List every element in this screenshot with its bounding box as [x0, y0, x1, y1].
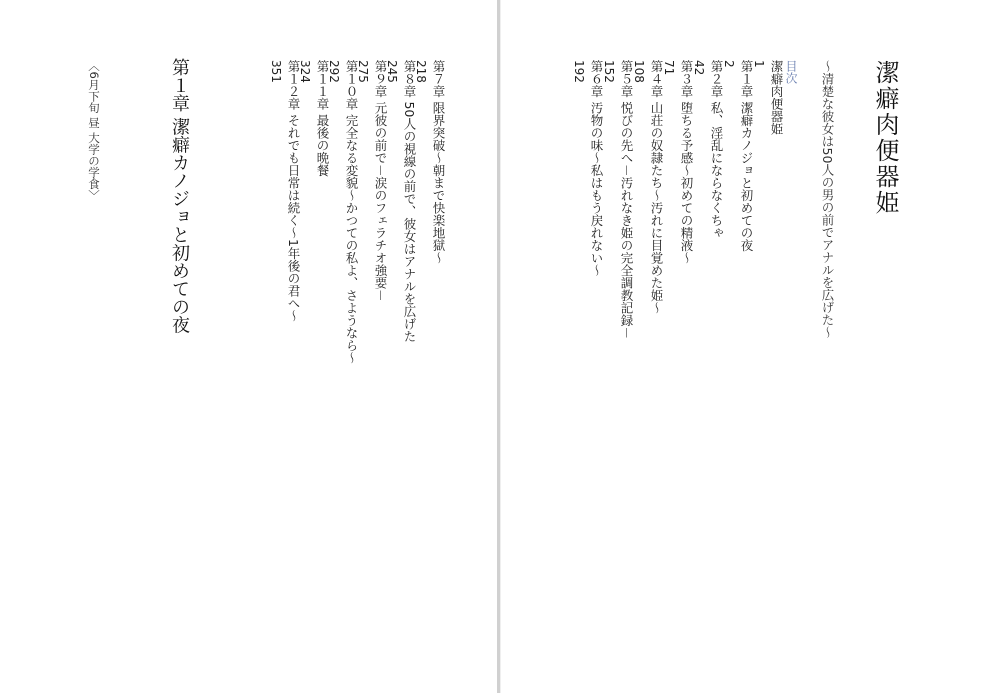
toc-entry-label: 第９章 元彼の前で－涙のフェラチオ強要－: [373, 60, 388, 302]
scene-heading: 〈6月下旬 昼 大学の学食〉: [87, 60, 101, 202]
toc-entry-label: 第５章 悦びの先へ－汚れなき姫の完全調教記録－: [619, 60, 634, 339]
toc-entry-page: 218: [414, 60, 428, 83]
toc-entry-page: 71: [662, 60, 676, 76]
toc-entry[interactable]: [752, 60, 785, 650]
toc-entry-label: 第２章 私、淫乱にならなくちゃ: [709, 60, 724, 239]
toc-entry[interactable]: [602, 60, 635, 650]
toc-entry[interactable]: [572, 60, 605, 650]
book-title: 潔癖肉便器姫: [871, 60, 899, 216]
toc-entry-page: 245: [385, 60, 399, 83]
toc-entry-label: 第７章 限界突破～朝まで快楽地獄～: [431, 60, 446, 264]
toc-entry-page: 1: [752, 60, 766, 68]
toc-heading: 目次: [784, 60, 798, 84]
toc-entry-page: 192: [572, 60, 586, 83]
toc-entry-label: 潔癖肉便器姫: [769, 60, 784, 135]
toc-entry-label: 第３章 堕ちる予感～初めての精液～: [679, 60, 694, 264]
toc-entry-label: 第１章 潔癖カノジョと初めての夜: [739, 60, 754, 252]
page-spine-shadow: [500, 0, 501, 693]
book-subtitle: ～清楚な彼女は50人の男の前でアナルを広げた～: [820, 60, 835, 339]
toc-entry-label: 第４章 山荘の奴隷たち～汚れに目覚めた姫～: [649, 60, 664, 314]
toc-entry-label: 第６章 汚物の味～私はもう戻れない～: [589, 60, 604, 277]
toc-entry[interactable]: [662, 60, 695, 650]
toc-entry[interactable]: [356, 60, 389, 650]
toc-entry[interactable]: [269, 60, 302, 650]
toc-entry-label: 第１１章 最後の晩餐: [315, 60, 330, 177]
toc-entry-page: 152: [602, 60, 616, 83]
toc-entry[interactable]: [327, 60, 360, 650]
toc-entry-page: 292: [327, 60, 341, 83]
toc-entry[interactable]: [298, 60, 331, 650]
toc-entry-page: 324: [298, 60, 312, 83]
toc-entry-page: 275: [356, 60, 370, 83]
toc-entry[interactable]: [692, 60, 725, 650]
toc-entry-label: 第１２章 それでも日常は続く～1年後の君へ～: [286, 60, 301, 322]
toc-entry[interactable]: [414, 60, 447, 650]
toc-entry-page: 42: [692, 60, 706, 76]
toc-entry[interactable]: [632, 60, 665, 650]
toc-entry-label: 第８章 50人の視線の前で、彼女はアナルを広げた: [402, 60, 417, 343]
toc-entry-page: 108: [632, 60, 646, 83]
toc-entry[interactable]: [722, 60, 755, 650]
toc-entry-page: 351: [269, 60, 283, 83]
toc-entry-label: 第１０章 完全なる変貌～かつての私よ、さようなら～: [344, 60, 359, 364]
toc-entry[interactable]: [385, 60, 418, 650]
chapter-heading: 第１章 潔癖カノジョと初めての夜: [169, 58, 190, 334]
toc-entry-page: 2: [722, 60, 736, 68]
